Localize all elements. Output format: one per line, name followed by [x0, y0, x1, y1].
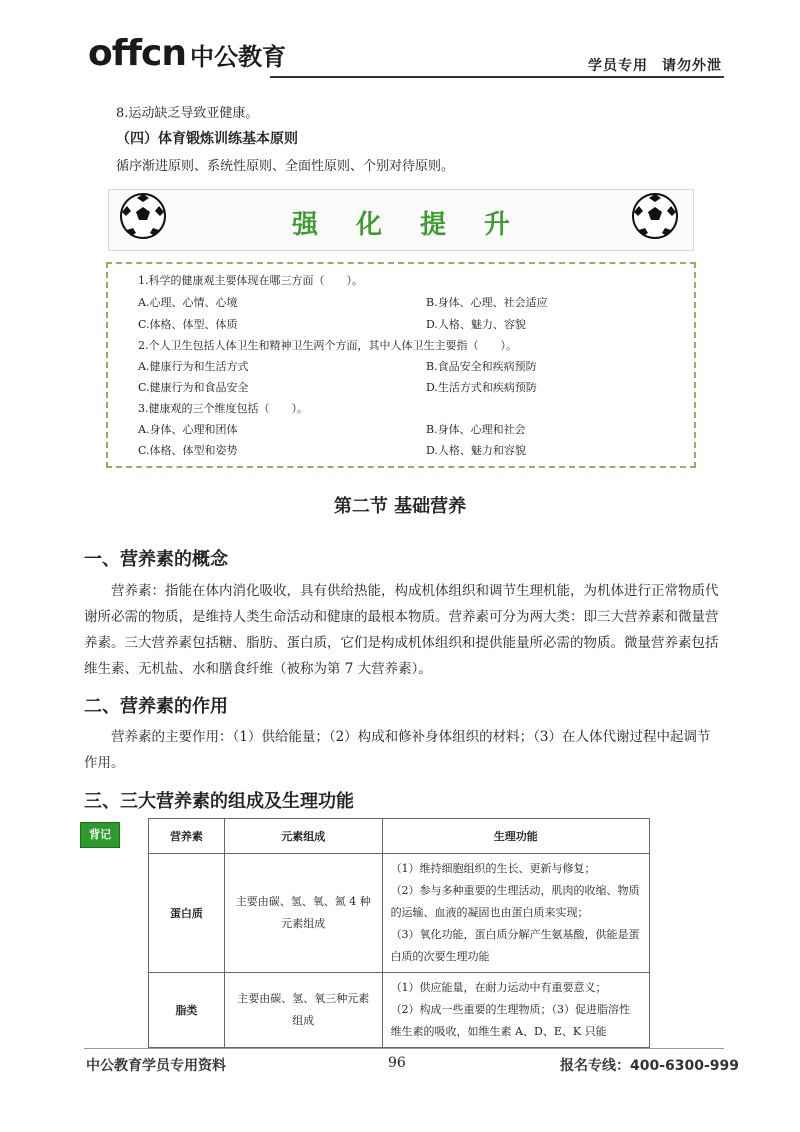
- item-8: 8.运动缺乏导致亚健康。: [116, 106, 259, 121]
- physiological-function: [382, 973, 649, 1048]
- element-composition: 主要由碳、氢、氧、氮 4 种元素组成: [224, 854, 382, 973]
- option-1c: C.体格、体型、体质: [138, 318, 238, 331]
- footer-rule: [84, 1048, 724, 1049]
- option-2d: D.生活方式和疾病预防: [426, 381, 537, 394]
- heading-function: 二、营养素的作用: [84, 696, 228, 717]
- option-1b: B.身体、心理、社会适应: [426, 296, 548, 309]
- heading-concept: 一、营养素的概念: [84, 549, 228, 570]
- subheading-principles: （四）体育锻炼训练基本原则: [116, 131, 298, 147]
- page-number: 96: [388, 1055, 406, 1071]
- banner-title: 强化提升: [291, 210, 548, 240]
- quiz-box: [106, 262, 696, 468]
- option-2a: A.健康行为和生活方式: [138, 360, 249, 373]
- notice-no-leak: 请勿外泄: [662, 58, 722, 74]
- footer-hotline: 报名专线：400-6300-999: [560, 1058, 740, 1074]
- option-1a: A.心理、心情、心境: [138, 296, 238, 309]
- function-item: （2）参与多种重要的生理活动，肌肉的收缩、物质的运输、血液的凝固也由蛋白质来实现；: [390, 884, 640, 919]
- nutrient-name: 蛋白质: [149, 854, 225, 973]
- practice-banner: [108, 189, 694, 251]
- header-rule: [270, 76, 724, 78]
- header-elements: 元素组成: [224, 819, 382, 854]
- question-3: 3.健康观的三个维度包括（ ）。: [138, 402, 308, 415]
- option-1d: D.人格、魅力、容貌: [426, 318, 526, 331]
- option-3d: D.人格、魅力和容貌: [426, 444, 526, 457]
- question-2: 2.个人卫生包括人体卫生和精神卫生两个方面，其中人体卫生主要指（ ）。: [138, 339, 517, 352]
- question-1: 1.科学的健康观主要体现在哪三方面（ ）。: [138, 274, 363, 287]
- notice-members-only: 学员专用: [588, 58, 648, 74]
- function-item: （1）供应能量，在耐力运动中有重要意义；: [390, 981, 607, 994]
- logo-latin: offcn: [88, 33, 187, 74]
- table-row: [149, 854, 650, 973]
- option-3a: A.身体、心理和团体: [138, 423, 238, 436]
- paragraph-function: 营养素的主要作用：（1）供给能量；（2）构成和修补身体组织的材料；（3）在人体代谢过程中起调节作用。: [84, 729, 711, 771]
- option-3b: B.身体、心理和社会: [426, 423, 526, 436]
- option-2c: C.健康行为和食品安全: [138, 381, 249, 394]
- header-notice: [588, 55, 722, 75]
- logo-cn: 中公教育: [190, 43, 287, 71]
- offcn-logo: [88, 33, 287, 74]
- section-title: 第二节 基础营养: [333, 496, 467, 517]
- function-item: （2）构成一些重要的生理物质；（3）促进脂溶性维生素的吸收，如维生素 A、D、E、K 只能: [390, 1003, 631, 1038]
- option-3c: C.体格、体型和姿势: [138, 444, 238, 457]
- principles-text: 循序渐进原则、系统性原则、全面性原则、个别对待原则。: [116, 159, 455, 174]
- soccer-ball-icon: [631, 192, 679, 240]
- element-composition: 主要由碳、氢、氧三种元素组成: [224, 973, 382, 1048]
- header-nutrient: 营养素: [149, 819, 225, 854]
- physiological-function: [382, 854, 649, 973]
- function-item: （1）维持细胞组织的生长、更新与修复；: [390, 862, 596, 875]
- paragraph-concept: 营养素：指能在体内消化吸收，具有供给热能，构成机体组织和调节生理机能，为机体进行正常物质代谢所必需的物质，是维持人类生命活动和健康的最根本物质。营养素可分为两大类：即三大营养素和微量营养素。三大营养素包括糖、脂肪、蛋白质，它们是构成机体组织和提供能量所必需的物质。微量营养素包括维生素、无机盐、水和膳食纤维（被称为第 7 大营养素）。: [84, 583, 719, 677]
- table-row: [149, 973, 650, 1048]
- nutrient-table: [148, 818, 650, 1048]
- heading-composition: 三、三大营养素的组成及生理功能: [84, 791, 354, 812]
- footer-left: 中公教育学员专用资料: [86, 1058, 226, 1074]
- memorize-tag: 背记: [80, 822, 120, 848]
- table-header-row: [149, 819, 650, 854]
- option-2b: B.食品安全和疾病预防: [426, 360, 537, 373]
- function-item: （3）氧化功能，蛋白质分解产生氨基酸，供能是蛋白质的次要生理功能: [390, 928, 640, 963]
- header-function: 生理功能: [382, 819, 649, 854]
- nutrient-name: 脂类: [149, 973, 225, 1048]
